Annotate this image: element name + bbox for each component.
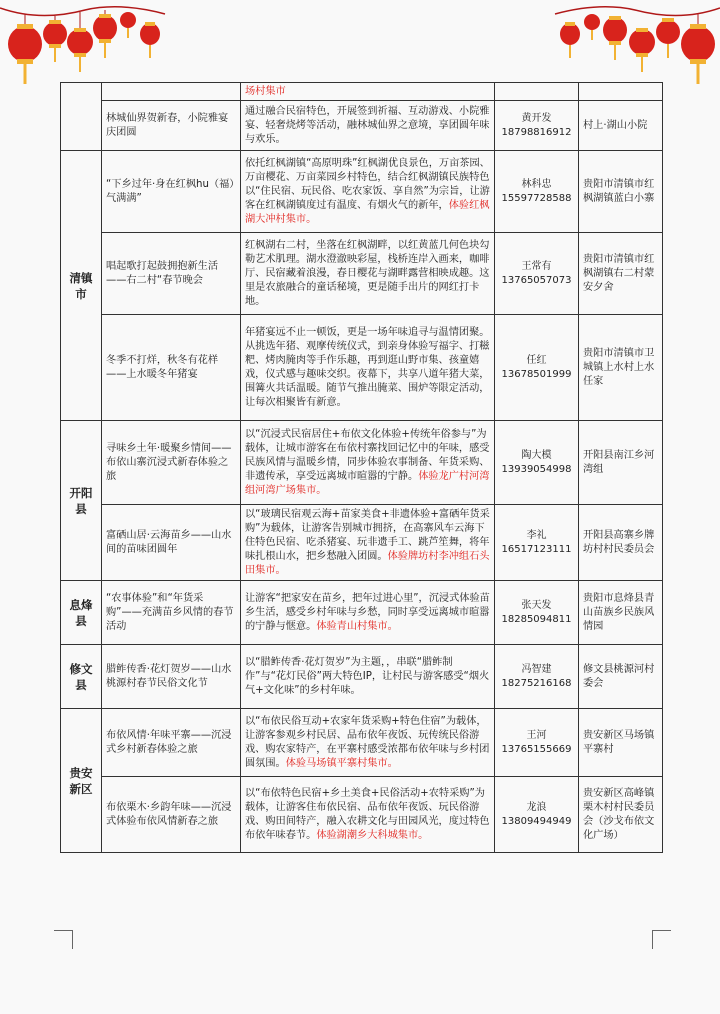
event-name: 腊鲊传香·花灯贺岁——山水桃源村春节民俗文化节	[102, 645, 241, 709]
event-name: 冬季不打烊，秋冬有花样——上水暖冬年猪宴	[102, 315, 241, 421]
contact-cell	[495, 421, 579, 505]
contact-name: 龙浪	[526, 801, 547, 813]
table-row	[61, 645, 663, 709]
contact-name: 任红	[526, 354, 547, 366]
event-name: 唱起歌打起鼓拥抱新生活——右二村“春节晚会	[102, 233, 241, 315]
desc-text: 以“沉浸式民宿居住+布依文化体验+传统年俗参与”为载体，让城市游客在布依村寨找回记忆中的年味，感受民族风情与温暖乡情，同步体验农事制备、年货采购、非遗传承，享受远离城市暄嚣的宁静。	[245, 428, 490, 482]
table-row	[61, 709, 663, 777]
county-name: 息烽县	[61, 581, 102, 645]
desc-text: 以“布依特色民宿+乡土美食+民俗活动+农特采购”为载体，让游客住布依民宿、品布依年夜饭、玩民俗游戏、购田间特产，融入农耕文化与田园风光，度过特色布依年味春节。	[245, 787, 490, 841]
contact-name: 王常有	[521, 260, 552, 272]
table-row	[61, 101, 663, 151]
desc-text: 红枫湖右二村，坐落在红枫湖畔，以红黄蓝几何色块勾勒艺术肌理。湖水澄澈映彩屋，栈桥连岸入画来，咖啡厅、民宿藏着浪漫，春日樱花与湖畔露营相映成趣。这里是农旅融合的童话秘境，更是随手出片的网红打卡地。	[245, 239, 490, 307]
name-cell-empty	[102, 83, 241, 101]
contact-phone: 16517123111	[501, 543, 572, 555]
location-cell-empty	[579, 83, 663, 101]
desc-highlight: 体验龙广村河湾组河湾广场集市。	[245, 470, 490, 496]
contact-name: 林科忠	[521, 178, 552, 190]
contact-phone: 13939054998	[501, 463, 572, 475]
crop-mark-left	[54, 930, 73, 949]
contact-phone: 15597728588	[501, 192, 572, 204]
table-row-continuation	[61, 83, 663, 101]
county-name: 修文县	[61, 645, 102, 709]
desc-text: 让游客“把家安在苗乡，把年过进心里”，沉浸式体验苗乡生活，感受乡村年味与乡愁，同时享受远离城市暄嚣的宁静与惬意。	[245, 592, 490, 632]
contact-cell	[495, 505, 579, 581]
table-row	[61, 421, 663, 505]
county-cell-continued	[61, 83, 102, 151]
contact-phone: 13765155669	[501, 743, 572, 755]
location: 贵安新区马场镇平寨村	[579, 709, 663, 777]
location: 贵阳市息烽县青山苗族乡民族风情园	[579, 581, 663, 645]
contact-cell-empty	[495, 83, 579, 101]
desc-text: 以“腊鲊传香·花灯贺岁”为主题，，串联“腊鲊制作”与“花灯民俗”两大特色IP，让村民与游客感受“烟火气+文化味”的乡村年味。	[245, 656, 490, 696]
county-name: 开阳县	[61, 421, 102, 581]
event-name: 布依风情·年味平寨——沉浸式乡村新春体验之旅	[102, 709, 241, 777]
desc-text: 年猪宴远不止一顿饭，更是一场年味追寻与温情团聚。从挑选年猪、观摩传统仪式，到亲身体验写福字、打糍粑、烤肉腌肉等手作乐趣，再到逛山野市集、孩童嬉戏，仪式感与趣味交织。夜幕下，共享八道年猪大菜，围篝火共话温暖。随节气推出腌菜、围炉等限定活动，让每次相聚皆有新意。	[245, 326, 490, 408]
event-name: 寻味乡土年·暖聚乡情间——布依山寨沉浸式新春体验之旅	[102, 421, 241, 505]
events-table	[60, 82, 663, 853]
event-desc	[241, 101, 495, 151]
table-row	[61, 505, 663, 581]
event-name: “农事体验”和“年货采购”——充满苗乡风情的春节活动	[102, 581, 241, 645]
location: 贵阳市清镇市红枫湖镇右二村蒙安夕舍	[579, 233, 663, 315]
lantern-decoration-right-icon	[550, 0, 720, 90]
desc-text: 以“玻璃民宿观云海+苗家美食+非遗体验+富硒年货采购”为载体，让游客告别城市拥挤，在高寨风车云海下住特色民宿、吃杀猪宴、玩非遗手工、跳芦笙舞，将年味扎根山水，把乡愁融入团圆。	[245, 508, 490, 562]
desc-highlight: 场村集市	[245, 85, 286, 97]
contact-cell	[495, 233, 579, 315]
contact-phone: 18285094811	[501, 613, 572, 625]
contact-cell	[495, 101, 579, 151]
county-name: 清镇市	[61, 151, 102, 421]
contact-name: 李礼	[526, 529, 547, 541]
desc-highlight: 体验牌坊村李冲组石头田集市。	[245, 550, 490, 576]
table-row	[61, 581, 663, 645]
table-row	[61, 233, 663, 315]
event-desc	[241, 233, 495, 315]
county-name: 贵安新区	[61, 709, 102, 853]
desc-highlight: 体验青山村集市。	[316, 620, 398, 632]
crop-mark-right	[652, 930, 671, 949]
contact-cell	[495, 777, 579, 853]
contact-cell	[495, 709, 579, 777]
desc-cell	[241, 83, 495, 101]
desc-highlight: 体验湖潮乡大科城集市。	[316, 829, 429, 841]
event-desc	[241, 315, 495, 421]
location: 开阳县南江乡河湾组	[579, 421, 663, 505]
location: 贵安新区高峰镇栗木村村民委员会（沙戈布依文化广场）	[579, 777, 663, 853]
contact-name: 张天发	[521, 599, 552, 611]
contact-cell	[495, 151, 579, 233]
desc-highlight: 体验马场镇平寨村集市。	[285, 757, 398, 769]
lantern-decoration-left-icon	[0, 0, 170, 90]
contact-cell	[495, 581, 579, 645]
contact-phone: 13809494949	[501, 815, 572, 827]
table-row	[61, 777, 663, 853]
event-desc	[241, 151, 495, 233]
contact-name: 陶大模	[521, 449, 552, 461]
location: 贵阳市清镇市红枫湖镇蓝白小寨	[579, 151, 663, 233]
contact-name: 黄开发	[521, 112, 552, 124]
location: 贵阳市清镇市卫城镇上水村上水任家	[579, 315, 663, 421]
event-desc	[241, 421, 495, 505]
location: 村上·湖山小院	[579, 101, 663, 151]
contact-cell	[495, 645, 579, 709]
event-name: 林城仙界贺新春，小院雅宴庆团圆	[102, 101, 241, 151]
event-name: 布依栗木·乡韵年味——沉浸式体验布依风情新春之旅	[102, 777, 241, 853]
location: 修文县桃源河村委会	[579, 645, 663, 709]
event-desc	[241, 709, 495, 777]
contact-phone: 13678501999	[501, 368, 572, 380]
contact-name: 王河	[526, 729, 547, 741]
event-desc	[241, 505, 495, 581]
event-name: 富硒山居·云海苗乡——山水间的苗味团圆年	[102, 505, 241, 581]
contact-cell	[495, 315, 579, 421]
contact-phone: 18275216168	[501, 677, 572, 689]
desc-highlight: 体验红枫湖大冲村集市。	[245, 199, 490, 225]
contact-phone: 18798816912	[501, 126, 572, 138]
desc-text: 通过融合民宿特色，开展签到祈福、互动游戏、小院雅宴、轻奢烧烤等活动，融林城仙界之意境，享团圆年味与欢乐。	[245, 105, 490, 145]
event-name: “下乡过年·身在红枫hu（福）气满满”	[102, 151, 241, 233]
table-row	[61, 151, 663, 233]
desc-text: 依托红枫湖镇“高原明珠”红枫湖优良景色，万亩茶园、万亩樱花、万亩菜园乡村特色，结合红枫湖镇民族特色以“住民宿、玩民俗、吃农家饭、享自然”为宗旨，让游客在红枫湖镇度过有温度、有烟火气的新年，	[245, 157, 490, 211]
contact-phone: 13765057073	[501, 274, 572, 286]
event-desc	[241, 777, 495, 853]
table-row	[61, 315, 663, 421]
location: 开阳县高寨乡牌坊村村民委员会	[579, 505, 663, 581]
event-desc	[241, 645, 495, 709]
desc-text: 以“布依民俗互动+农家年货采购+特色住宿”为载体，让游客参观乡村民居、品布依年夜饭、玩传统民俗游戏、购农家特产，在平寨村感受浓都布依年味与乡村团圆氛围。	[245, 715, 490, 769]
event-desc	[241, 581, 495, 645]
contact-name: 冯智建	[521, 663, 552, 675]
